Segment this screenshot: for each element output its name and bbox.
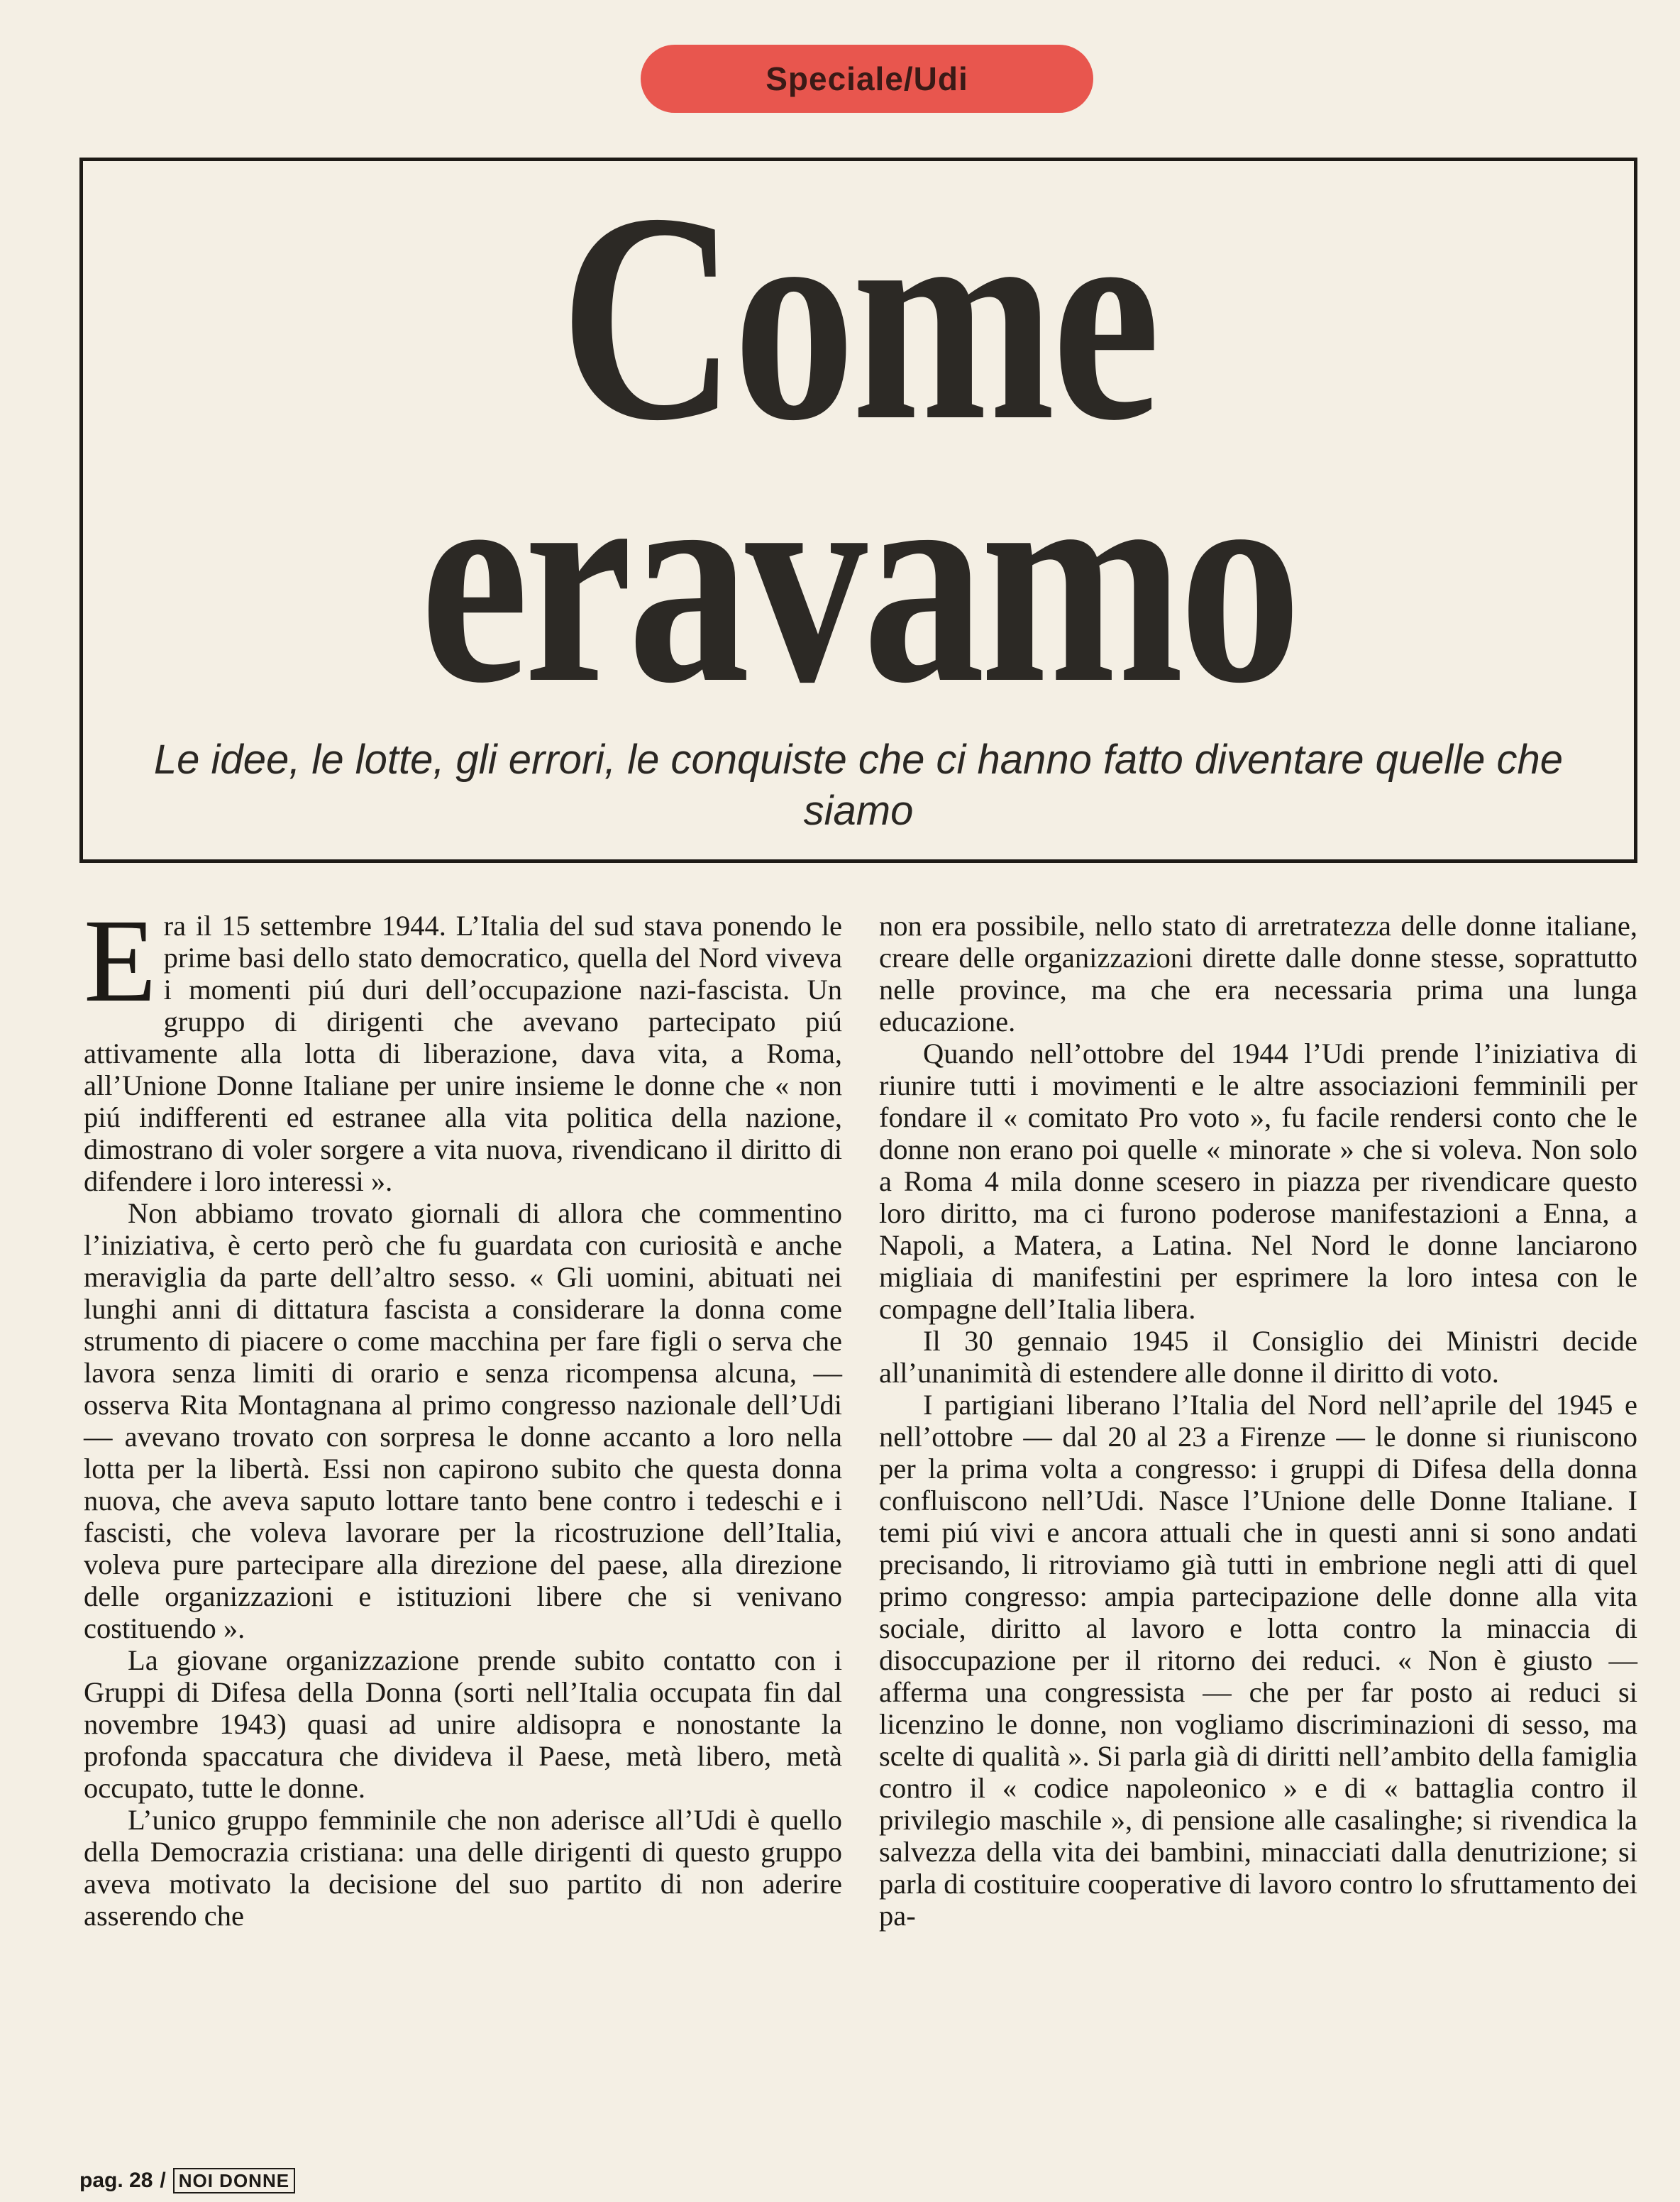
paragraph: L’unico gruppo femminile che non aderisce all’Udi è quello della Democrazia cristiana: una delle dirigenti di questo gruppo aveva motivato la decisione del suo partito di non aderire asserendo che [84, 1804, 842, 1932]
page-footer [79, 2168, 295, 2193]
paragraph: Non abbiamo trovato giornali di allora che commentino l’iniziativa, è certo però che fu guardata con curiosità e anche meraviglia da parte dell’altro sesso. « Gli uomini, abituati nei lunghi anni di dittatura fascista a considerare la donna come strumento di piacere o come macchina per fare figli o serva che lavora senza limiti di orario e senza ricompensa alcuna, — osserva Rita Montagnana al primo congresso nazionale dell’Udi — avevano trovato con sorpresa le donne accanto a loro nella lotta per la libertà. Essi non capirono subito che questa donna nuova, che aveva saputo lottare tanto bene contro i tedeschi e i fascisti, che voleva lavorare per la ricostruzione dell’Italia, voleva pure partecipare alla direzione del paese, alla direzione delle organizzazioni e istituzioni libere che si venivano costituendo ». [84, 1197, 842, 1644]
article-body [84, 895, 1637, 2159]
magazine-logo: NOI DONNE [173, 2168, 295, 2193]
paragraph-text: ra il 15 settembre 1944. L’Italia del sud stava ponendo le prime basi dello stato democratico, quella del Nord viveva i momenti piú duri dell’occupazione nazi-fascista. Un gruppo di dirigenti che avevano partecipato piú attivamente alla lotta di liberazione, dava vita, a Roma, all’Unione Donne Italiane per unire insieme le donne che « non piú indifferenti ed estranee alla vita politica della nazione, dimostrano di voler sorgere a vita nuova, rivendicano il diritto di difendere i loro interessi ». [84, 910, 842, 1197]
paragraph: non era possibile, nello stato di arretratezza delle donne italiane, creare delle organizzazioni dirette dalle donne stesse, soprattutto nelle province, ma che era necessaria prima una lunga educazione. [879, 910, 1637, 1037]
title-line-1: Come [560, 152, 1157, 482]
section-label: Speciale/Udi [766, 60, 968, 97]
section-badge [641, 45, 1093, 113]
paragraph [84, 895, 842, 1197]
paragraph: La giovane organizzazione prende subito contatto con i Gruppi di Difesa della Donna (sorti nell’Italia occupata fin dal novembre 1943) quasi ad unire aldisopra e nonostante la profonda spaccatura che divideva il Paese, metà libero, metà occupato, tutte le donne. [84, 1644, 842, 1804]
paragraph: Quando nell’ottobre del 1944 l’Udi prende l’iniziativa di riunire tutti i movimenti e le altre associazioni femminili per fondare il « comitato Pro voto », fu facile rendersi conto che le donne non erano poi quelle « minorate » che si voleva. Non solo a Roma 4 mila donne scesero in piazza per rivendicare questo loro diritto, ma ci furono poderose manifestazioni a Enna, a Napoli, a Matera, a Latina. Nel Nord le donne lanciarono migliaia di manifestini per esprimere la loro intesa con le compagne dell’Italia libera. [879, 1037, 1637, 1325]
article-column-1 [84, 895, 842, 2159]
footer-separator: / [160, 2169, 166, 2192]
page-number: pag. 28 [79, 2169, 153, 2192]
title-line-2: eravamo [420, 414, 1297, 744]
paragraph: I partigiani liberano l’Italia del Nord nell’aprile del 1945 e nell’ottobre — dal 20 al 23 a Firenze — le donne si riuniscono per la prima volta a congresso: i gruppi di Difesa della donna confluiscono nell’Udi. Nasce l’Unione delle Donne Italiane. I temi piú vivi e ancora attuali che in questi anni si sono andati precisando, li ritroviamo già tutti in embrione negli atti di quel primo congresso: ampia partecipazione delle donne alla vita sociale, diritto al lavoro e lotta contro la minaccia di disoccupazione per il ritorno dei reduci. « Non è giusto — afferma una congressista — che per far posto ai reduci si licenzino le donne, non vogliamo discriminazioni di sesso, ma scelte di qualità ». Si parla già di diritti nell’ambito della famiglia contro il « codice napoleonico » e di « battaglia contro il privilegio maschile », di pensione alle casalinghe; si rivendica la salvezza della vita dei bambini, minacciati dalla denutrizione; si parla di costituire cooperative di lavoro contro lo sfruttamento dei pa- [879, 1389, 1637, 1932]
article-column-2 [879, 910, 1637, 2159]
subtitle: Le idee, le lotte, gli errori, le conquiste che ci hanno fatto diventare quelle che siamo [153, 737, 1564, 834]
drop-cap: E [84, 895, 157, 1027]
paragraph: Il 30 gennaio 1945 il Consiglio dei Ministri decide all’unanimità di estendere alle donne il diritto di voto. [879, 1325, 1637, 1389]
title-box [79, 152, 1637, 863]
